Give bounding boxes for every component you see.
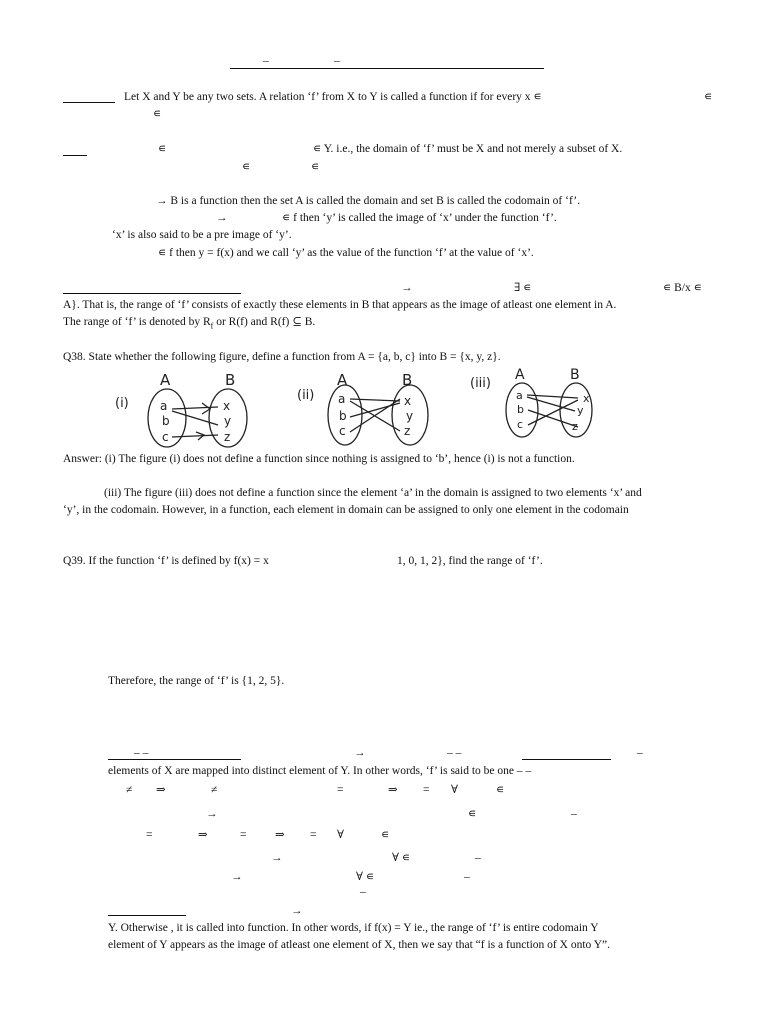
element-b: b [339,409,347,423]
q38-answer-3-line2: ‘y’, in the codomain. However, in a function, each element in domain can be assigned to only one element in the codomain [63,504,629,516]
symbol: ⇒ [275,829,285,841]
symbol: → [216,212,228,224]
symbol: – [360,886,366,898]
value-definition: ∊ f then y = f(x) and we call ‘y’ as the value of the function ‘f’ at the value of ‘x’. [158,247,534,259]
symbol: ⇒ [156,784,166,796]
fig-label: (i) [115,396,129,411]
symbol: → [291,905,303,917]
element-b: b [162,414,170,428]
symbol: ∊ [381,829,390,841]
onto-line3: element of Y appears as the image of atleast one element of X, then we say that “f is a function of X onto Y”. [108,939,610,951]
symbol: ≠ [211,784,218,796]
element-x: x [583,392,590,405]
symbol: ⇒ [198,829,208,841]
element-a: a [160,399,168,413]
element-y: y [406,409,414,423]
element-z: z [572,420,578,433]
symbol: ∀ ∊ [392,852,411,864]
domain-codomain-line1: → B is a function then the set A is called the domain and set B is called the codomain of ‘f’. [156,195,581,207]
element-z: z [224,430,231,444]
symbol: ∀ [337,829,344,841]
symbol: = [240,829,247,841]
set-label-a: A [160,371,171,389]
symbol: ∊ [158,143,167,155]
element-y: y [577,404,584,417]
domain-note-text: ∊ Y. i.e., the domain of ‘f’ must be X and not merely a subset of X. [313,143,623,155]
set-label-a: A [515,367,525,383]
onto-line2: Y. Otherwise , it is called into function. In other words, if f(x) = Y ie., the range of ‘f’ is entire codomain Y [108,922,599,934]
set-label-a: A [337,371,348,389]
symbol: → [206,808,218,820]
q38-answer-3-line1: (iii) The figure (iii) does not define a function since the element ‘a’ in the domain is assigned to two elements ‘x’ and [104,487,642,499]
title-underline [230,68,544,69]
heading-underline [522,759,611,760]
fig-label: (ii) [297,388,315,403]
element-x: x [404,394,412,408]
symbol: ∊ [153,108,162,120]
element-c: c [517,418,524,431]
element-x: x [223,399,231,413]
symbol: ∊ B/x ∊ [663,282,702,294]
symbol: → [354,747,366,759]
function-definition-line1: Let X and Y be any two sets. A relation ‘f’ from X to Y is called a function if for every x ∊ [124,91,542,103]
symbol: ⇒ [388,784,398,796]
symbol: ∊ [704,91,713,103]
arrow [172,407,218,409]
element-a: a [516,389,523,402]
element-z: z [404,424,411,438]
pre-image-definition: ‘x’ is also said to be a pre image of ‘y’. [112,229,292,241]
symbol: = [146,829,153,841]
symbol: ∊ [496,784,505,796]
symbol: – [571,808,577,820]
arrow [527,397,575,411]
symbol: ∀ ∊ [356,871,375,883]
symbol: ∃ ∊ [514,282,532,294]
symbol: ∊ [311,161,320,173]
range-definition-line2: A}. That is, the range of ‘f’ consists of exactly these elements in B that appears as the image of atleast one element in A. [63,299,617,311]
q38-question: Q38. State whether the following figure, define a function from A = {a, b, c} into B = {x, y, z}. [63,351,501,363]
heading-underline [108,759,241,760]
element-b: b [517,403,524,416]
symbol: ∊ [242,161,251,173]
heading-underline [63,102,115,103]
symbol: – [464,871,470,883]
arrow [172,411,218,425]
symbol: ∀ [451,784,458,796]
symbol: → [271,852,283,864]
q39-conclusion: Therefore, the range of ‘f’ is {1, 2, 5}. [108,675,285,687]
image-definition: ∊ f then ‘y’ is called the image of ‘x’ under the function ‘f’. [282,212,557,224]
title-dash: – [263,55,269,67]
fig-label: (iii) [470,376,491,391]
set-label-b: B [225,371,236,389]
symbol: – – [447,747,462,759]
arrow [172,435,218,437]
mapping-figure [0,365,768,465]
arrow [350,399,400,401]
symbol: – [475,852,481,864]
arrow [527,395,578,398]
symbol: → [401,282,413,294]
element-c: c [162,430,169,444]
heading-underline [63,155,87,156]
symbol: – – [134,747,149,759]
symbol: – [637,747,643,759]
symbol: → [231,871,243,883]
symbol: = [337,784,344,796]
set-label-b: B [402,371,413,389]
element-y: y [224,414,232,428]
q39-question-end: 1, 0, 1, 2}, find the range of ‘f’. [397,555,543,567]
symbol: ≠ [126,784,133,796]
heading-underline [63,293,241,294]
range-definition-line3: The range of ‘f’ is denoted by $R_f$ or R(f) and R(f) ⊆ B. [63,316,316,331]
element-c: c [339,424,346,438]
one-one-line2: elements of X are mapped into distinct element of Y. In other words, ‘f’ is said to be one – – [108,765,532,777]
q38-answer-1: Answer: (i) The figure (i) does not define a function since nothing is assigned to ‘b’, hence (i) is not a function. [63,453,575,465]
element-a: a [338,392,346,406]
symbol: ∊ [468,808,477,820]
q39-question-start: Q39. If the function ‘f’ is defined by f(x) = x [63,555,269,567]
symbol: = [310,829,317,841]
title-dash: – [334,55,340,67]
symbol: = [423,784,430,796]
heading-underline [108,915,186,916]
set-label-b: B [570,367,580,383]
